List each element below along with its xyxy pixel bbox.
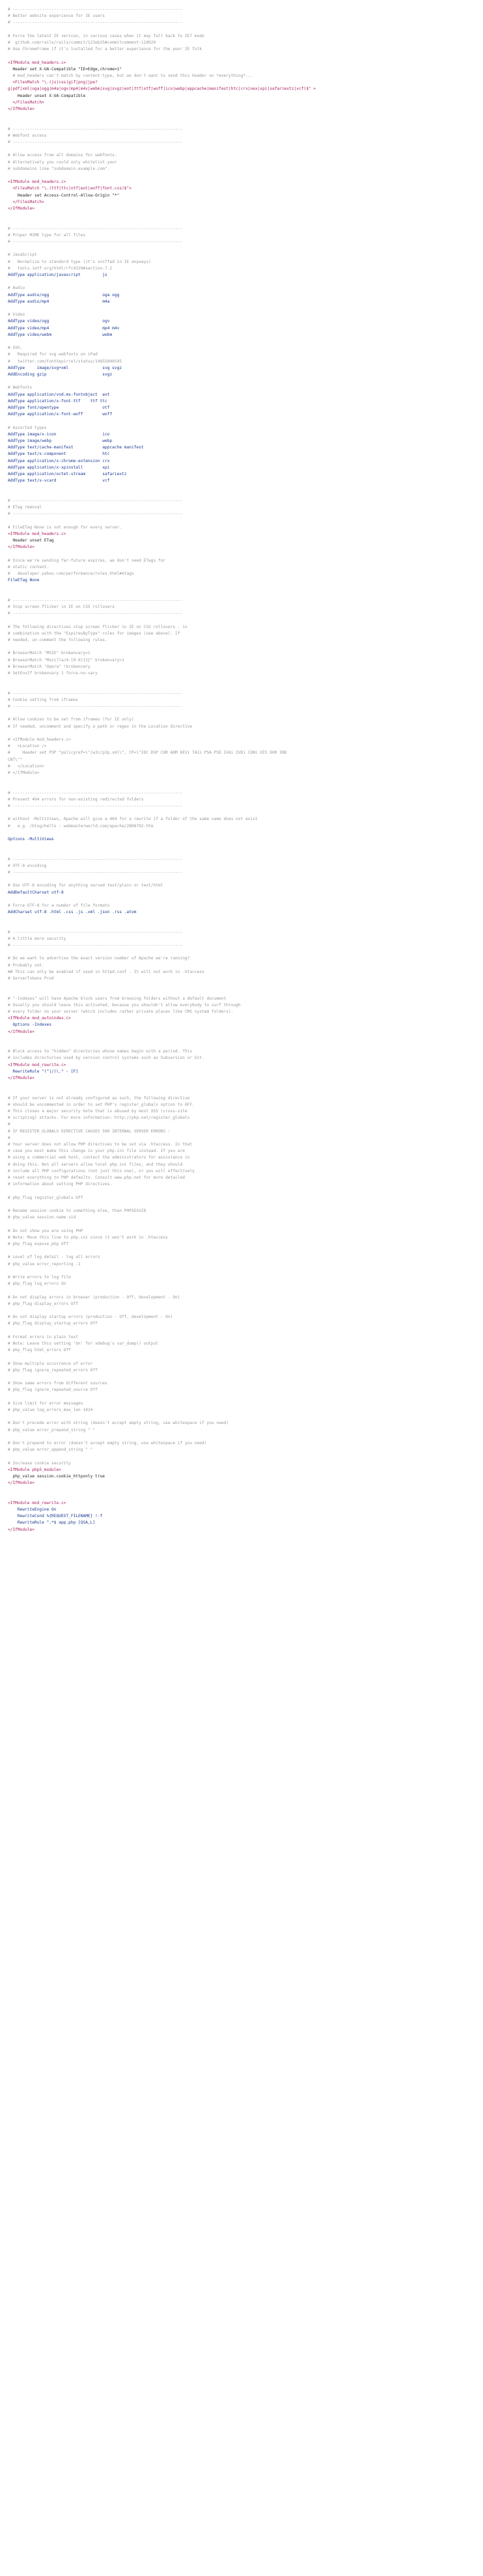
code-line: [8, 896, 475, 903]
code-line: # without -MultiViews, Apache will give a 404 for a rewrite if a folder of the same name does not exist: [8, 817, 258, 822]
code-line: AddType text/cache-manifest appcache manifest: [8, 445, 144, 450]
code-line: [8, 677, 475, 683]
code-line: # static content.: [8, 564, 49, 569]
code-line: </IfModule>: [8, 1029, 34, 1034]
code-line: # UTF-8 encoding: [8, 863, 47, 868]
code-line: # "-Indexes" will have Apache block users from browsing folders without a default document: [8, 996, 227, 1001]
code-line: # <IfModule mod_headers.c>: [8, 737, 71, 742]
code-line: # php_flag display_errors Off: [8, 1301, 79, 1306]
code-line: <FilesMatch "\.(ttf|ttc|otf|eot|woff|font.css)$">: [8, 186, 131, 191]
code-line: [8, 305, 475, 312]
code-line: RewriteRule ^.*$ app.php [QSA,L]: [8, 1520, 96, 1526]
code-line: # ----------------------------------------------------------------------: [8, 126, 183, 131]
code-line: </IfModule>: [8, 206, 34, 211]
code-line: # Webfont access: [8, 133, 47, 138]
code-line: FileETag None: [8, 578, 40, 583]
code-line: # needed, un-comment the following rules.: [8, 637, 107, 642]
code-line: # information about setting PHP directives.: [8, 1182, 113, 1187]
code-line: # Force the latest IE version, in various cases when it may fall back to IE7 mode: [8, 33, 204, 38]
code-line: # Assorted types: [8, 425, 47, 430]
code-line: [8, 551, 475, 557]
code-line: [8, 484, 475, 491]
code-line: [8, 491, 475, 498]
code-line: Options -Indexes: [8, 1022, 52, 1028]
code-line: # Prevent 404 errors for non-existing redirected folders: [8, 797, 144, 802]
code-line: [8, 1287, 475, 1294]
code-line: AddType application/x-chrome-extension crx: [8, 458, 110, 463]
code-line: [8, 1394, 475, 1401]
code-line: </FilesMatch>: [8, 100, 44, 105]
code-line: # ----------------------------------------------------------------------: [8, 611, 183, 616]
code-line: [8, 1042, 475, 1048]
code-line: [8, 27, 475, 33]
code-line: AddType image/x-icon ico: [8, 432, 110, 437]
code-line: [8, 212, 475, 219]
code-line: </IfModule>: [8, 1076, 34, 1081]
code-line: # JavaScript: [8, 253, 37, 258]
code-line: # ----------------------------------------------------------------------: [8, 943, 183, 948]
code-line: AddType application/x-font-woff woff: [8, 412, 113, 417]
code-line: # ----------------------------------------------------------------------: [8, 803, 183, 808]
code-line: [8, 219, 475, 225]
code-line: [8, 1453, 475, 1460]
code-line: # Size limit for error messages: [8, 1401, 83, 1406]
code-line: [8, 113, 475, 119]
code-line: [8, 1374, 475, 1380]
code-line: # php_flag ignore_repeated_source Off: [8, 1388, 98, 1393]
code-line: # The following directives stop screen flicker in IE on CSS rollovers - in: [8, 624, 187, 629]
code-line: # ----------------------------------------------------------------------: [8, 870, 183, 875]
code-line: [8, 1268, 475, 1274]
code-line: [8, 982, 475, 989]
code-line: # </IfModule>: [8, 770, 40, 775]
code-line: # Since we're sending far-future expires, we don't need ETags for: [8, 558, 166, 563]
code-line: AddType image/webp webp: [8, 438, 113, 443]
code-line: # Your server does not allow PHP directives to be set via .htaccess. In that: [8, 1142, 193, 1147]
code-line: # Force UTF-8 for a number of file formats: [8, 903, 110, 908]
code-line: [8, 584, 475, 590]
code-line: AddCharset utf-8 .html .css .js .xml .json .rss .atom: [8, 910, 137, 915]
code-line: [8, 119, 475, 126]
code-line: # </Location>: [8, 763, 44, 769]
code-line: [8, 776, 475, 783]
code-line: # php_value session.name sid: [8, 1215, 76, 1220]
code-line: AddType audio/mp4 m4a: [8, 299, 110, 304]
code-line: Options -MultiViews: [8, 836, 54, 842]
code-line: # Format errors in plain text: [8, 1334, 79, 1339]
code-line: [8, 849, 475, 856]
code-line: # Allow cookies to be set from iframes (for IE only): [8, 717, 134, 722]
code-line: [8, 1201, 475, 1208]
code-line: # doing this. Not all servers allow local php.ini files, and they should: [8, 1162, 183, 1167]
code-line: [8, 1487, 475, 1493]
code-line: # Rename session cookie to something else, than PHPSESSID: [8, 1209, 146, 1214]
code-line: AddType font/opentype otf: [8, 405, 110, 410]
code-line: </IfModule>: [8, 1481, 34, 1486]
code-line: # combination with the "ExpiresByType" rules for images (see above). If: [8, 631, 180, 636]
code-line: # Do we want to advertise the exact version number of Apache we're running?: [8, 956, 190, 961]
code-line: [8, 1354, 475, 1360]
code-line: # subdomains like "subdomain.example.com".: [8, 166, 110, 171]
code-line: AddType text/x-component htc: [8, 452, 110, 457]
code-line: AddEncoding gzip svgz: [8, 372, 113, 377]
code-line: [8, 617, 475, 623]
code-line: [8, 1328, 475, 1334]
code-line: #: [8, 1122, 10, 1127]
code-line: # php_flag log_errors On: [8, 1281, 66, 1287]
code-line: # Show multiple occurrence of error: [8, 1361, 93, 1366]
code-line: [8, 338, 475, 345]
code-line: # Do not show you are using PHP: [8, 1228, 83, 1233]
code-line: # php_flag expose_php Off: [8, 1242, 69, 1247]
code-line: AddType application/javascript js: [8, 272, 107, 277]
code-line: </IfModule>: [8, 107, 34, 112]
code-line: # ----------------------------------------------------------------------: [8, 20, 183, 25]
code-line: # should be uncommented in order to set PHP's register_globals option to OFF.: [8, 1102, 195, 1107]
code-line: #: [8, 1135, 10, 1140]
code-line: # ----------------------------------------------------------------------: [8, 140, 183, 144]
code-line: # php_value error_append_string " ": [8, 1447, 93, 1453]
code-line: # tools.ietf.org/html/rfc4329#section-7.2: [8, 266, 113, 271]
code-line: # php_value error_reporting -1: [8, 1261, 81, 1267]
code-line: # Alternatively you could only whitelist your: [8, 159, 117, 165]
code-line: RewriteEngine On: [8, 1507, 57, 1512]
code-line: [8, 418, 475, 424]
code-line: # If needed, uncomment and specify a path or regex in the Location directive: [8, 724, 193, 729]
code-line: [8, 949, 475, 955]
code-line: [8, 1221, 475, 1227]
code-line: # ----------------------------------------------------------------------: [8, 856, 183, 862]
code-line: # ----------------------------------------------------------------------: [8, 7, 183, 12]
code-line: <IfModule mod_headers.c>: [8, 180, 66, 185]
code-line: # every folder on your server (which includes rather private places like CMS system folders).: [8, 1009, 234, 1015]
code-line: # Cookie setting from iframes: [8, 697, 79, 702]
code-line: [8, 989, 475, 995]
code-line: # A little more security: [8, 936, 66, 941]
code-line: # Do not display errors in browser (production - Off, development - On): [8, 1295, 180, 1300]
code-line: # ----------------------------------------------------------------------: [8, 790, 183, 795]
code-line: # Don't prepend to error (doesn't accept empty string, use whitespace if you need): [8, 1441, 207, 1446]
code-line: # case you must make this change in your php.ini file instead. If you are: [8, 1149, 185, 1154]
code-line: # scripting) attacks. For more information: http://php.net/register_globals: [8, 1116, 190, 1121]
code-line: [8, 730, 475, 737]
code-line: AddType application/vnd.ms-fontobject eot: [8, 392, 110, 397]
code-line: AddType application/x-font-ttf ttf ttc: [8, 398, 107, 404]
code-line: # SetEnvIf brokenvary 1 force-no-vary: [8, 670, 98, 676]
code-line: # include all PHP configurations (not just this one), or you will effectively: [8, 1168, 195, 1173]
code-line: # Normalize to standard type (it's sniffed in IE anyways): [8, 259, 151, 264]
code-line: # <Location />: [8, 744, 47, 749]
code-line: [8, 53, 475, 59]
code-line: # developer.yahoo.com/performance/rules.html#etags: [8, 571, 134, 576]
code-line: [8, 783, 475, 789]
code-line: # using a commercial web host, contact the administrators for assistance in: [8, 1155, 190, 1160]
code-line: Header unset X-UA-Compatible: [8, 93, 86, 98]
code-line: # Use UTF-8 encoding for anything served text/plain or text/html: [8, 883, 163, 888]
code-line: # includes directories used by version control systems such as Subversion or Git.: [8, 1056, 204, 1061]
code-line: # ----------------------------------------------------------------------: [8, 226, 183, 231]
code-line: [8, 916, 475, 922]
code-line: [8, 279, 475, 285]
code-line: # php_flag ignore_repeated_errors Off: [8, 1367, 98, 1373]
code-line: g|pdf|xml|oga|ogg|m4a|ogv|mp4|m4v|webm|svg|svgz|eot|ttf|otf|woff|ico|webp|appcache|manifest|htc|crx|oex|xpi|safariextz|vcf)$" >: [8, 87, 316, 92]
code-line: # BrowserMatch "MSIE" brokenvary=1: [8, 651, 90, 656]
code-line: # ----------------------------------------------------------------------: [8, 498, 183, 503]
code-line: [8, 1035, 475, 1042]
code-line: # ServerTokens Prod: [8, 976, 54, 981]
code-line: RewriteRule "(^|/)\." - [F]: [8, 1069, 79, 1074]
code-line: # Increase cookie security: [8, 1460, 71, 1466]
code-line: <FilesMatch "\.(js|css|gif|png|jpe?: [8, 80, 98, 85]
code-line: # ----------------------------------------------------------------------: [8, 691, 183, 696]
code-line: AddType video/ogg ogv: [8, 319, 110, 324]
code-line: # php_flag register_globals Off: [8, 1195, 83, 1200]
code-line: </FilesMatch>: [8, 199, 44, 204]
code-line: # Write errors to log file: [8, 1275, 71, 1280]
code-line: # SVG.: [8, 346, 23, 351]
code-line: # Use ChromeFrame if it's installed for a better experience for the poor IE folk: [8, 47, 202, 52]
code-line: # Block access to "hidden" directories whose names begin with a period. This: [8, 1049, 193, 1054]
code-line: [8, 644, 475, 650]
code-line: # php_flag html_errors Off: [8, 1348, 71, 1353]
code-line: # ETag removal: [8, 504, 42, 510]
code-line: [8, 810, 475, 816]
code-line: [8, 1434, 475, 1440]
code-line: # php_flag display_startup_errors Off: [8, 1321, 98, 1326]
code-line: <IfModule mod_rewrite.c>: [8, 1062, 66, 1067]
code-line: [8, 245, 475, 252]
code-line: # github.com/rails/rails/commit/123eb25#commitcomment-118920: [8, 40, 156, 45]
code-line: # Don't precede error with string (doesn't accept empty string, use whitespace if you need): [8, 1421, 228, 1426]
code-line: AddType audio/ogg oga ogg: [8, 292, 120, 297]
code-line: # FileETag None is not enough for every server.: [8, 525, 122, 530]
code-line: # Allow access from all domains for webfonts.: [8, 153, 117, 158]
code-line: AddType image/svg+xml svg svgz: [8, 365, 122, 370]
code-line: # If your server is not already configured as such, the following directive: [8, 1095, 190, 1101]
code-line: # Required for svg webfonts on iPad: [8, 352, 98, 357]
code-line: [8, 1248, 475, 1254]
code-line: [8, 1088, 475, 1095]
code-line: # Do not display startup errors (production - Off, development - On): [8, 1315, 173, 1320]
code-line: <IfModule mod_headers.c>: [8, 60, 66, 65]
code-line: # Webfonts: [8, 385, 33, 391]
code-line: # e.g. /blog/hello : webmasterworld.com/apache/2808792.htm: [8, 823, 154, 829]
code-line: # IF REGISTER_GLOBALS DIRECTIVE CAUSES 500 INTERNAL SERVER ERRORS :: [8, 1129, 171, 1134]
code-line: <IfModule mod_headers.c>: [8, 531, 66, 536]
code-line: # Header set P3P "policyref=\"/w3c/p3p.xml\", CP=\"IDC DSP COR ADM DEVi TAIi PSA PSD IVAi IVDi CONi HIS OUR IND: [8, 750, 287, 756]
code-line: <IfModule mod_rewrite.c>: [8, 1500, 66, 1505]
code-line: [8, 683, 475, 690]
code-line: # Video: [8, 312, 25, 318]
code-line: <IfModule mod_autoindex.c>: [8, 1016, 71, 1021]
code-line: AddType application/octet-stream safariextz: [8, 472, 127, 476]
code-line: Header unset ETag: [8, 538, 54, 543]
code-line: # Audio: [8, 286, 25, 291]
code-line: # Proper MIME type for all files: [8, 232, 86, 238]
code-line: [8, 710, 475, 717]
code-line: # Show same errors from different sources: [8, 1381, 107, 1386]
code-line: [8, 378, 475, 385]
code-line: php_value session.cookie_httponly true: [8, 1474, 105, 1479]
code-line: # This closes a major security hole that is abused by most XSS (cross-site: [8, 1109, 187, 1114]
code-line: [8, 1494, 475, 1500]
code-line: AddType video/mp4 mp4 m4v: [8, 325, 120, 331]
code-line: # ----------------------------------------------------------------------: [8, 512, 183, 517]
code-line: </IfModule>: [8, 1527, 34, 1532]
code-line: # Better website experience for IE users: [8, 14, 105, 19]
code-line: # ----------------------------------------------------------------------: [8, 597, 183, 603]
code-line: <IfModule php5_module>: [8, 1467, 61, 1472]
code-line: # reset everything to PHP defaults. Consult www.php.net for more detailed: [8, 1175, 185, 1181]
code-line: # twitter.com/FontSquirrel/status/14855840545: [8, 359, 122, 364]
code-line: # php_value log_errors_max_len 1024: [8, 1408, 93, 1413]
code-line: Header set X-UA-Compatible "IE=Edge,chrome=1": [8, 66, 122, 72]
code-line: Header set Access-Control-Allow-Origin "*": [8, 193, 120, 198]
code-line: </IfModule>: [8, 545, 34, 550]
code-line: ## This can only be enabled if used in httpd.conf - It will not work in .htaccess: [8, 969, 204, 974]
code-line: [8, 876, 475, 883]
code-line: [8, 1308, 475, 1314]
code-line: [8, 146, 475, 152]
code-line: # ----------------------------------------------------------------------: [8, 929, 183, 935]
code-line: # Note: Leave this setting 'On' for xdebug's var_dump() output: [8, 1341, 158, 1347]
code-line: [8, 1188, 475, 1194]
code-line: # ----------------------------------------------------------------------: [8, 704, 183, 709]
code-line: [8, 922, 475, 929]
code-line: # Usually you should leave this activated, because you shouldn't allow everybody to surf through: [8, 1002, 241, 1007]
code-line: [8, 1082, 475, 1088]
code-line: # php_value error_prepend_string " ": [8, 1427, 96, 1432]
code-line: RewriteCond %{REQUEST_FILENAME} !-f: [8, 1514, 103, 1519]
code-line: # BrowserMatch "Mozilla/4.[0-9]{2}" brokenvary=1: [8, 657, 124, 663]
code-line: [8, 1414, 475, 1420]
code-line: # Level of log detail - log all errors: [8, 1255, 100, 1260]
code-line: # Probably not.: [8, 963, 44, 968]
code-line: [8, 517, 475, 524]
code-line: AddType video/webm webm: [8, 332, 113, 337]
code-line: AddType text/x-vcard vcf: [8, 478, 110, 484]
code-line: AddType application/x-xpinstall xpi: [8, 465, 110, 470]
code-line: # ----------------------------------------------------------------------: [8, 239, 183, 244]
code-line: [8, 843, 475, 849]
code-line: [8, 591, 475, 597]
code-line: # mod_headers can't match by content-type, but we don't want to send this header on *everything*...: [8, 74, 253, 78]
code-line: [8, 830, 475, 836]
code-line: # BrowserMatch "Opera" !brokenvary: [8, 664, 90, 669]
code-line: AddDefaultCharset utf-8: [8, 890, 64, 895]
code-line: [8, 172, 475, 179]
code-line: # Stop screen flicker in IE on CSS rollovers: [8, 604, 115, 609]
code-line: # Note: Move this line to php.ini since it won't work in .htaccess: [8, 1235, 168, 1240]
code-line: CNT\"": [8, 757, 23, 762]
